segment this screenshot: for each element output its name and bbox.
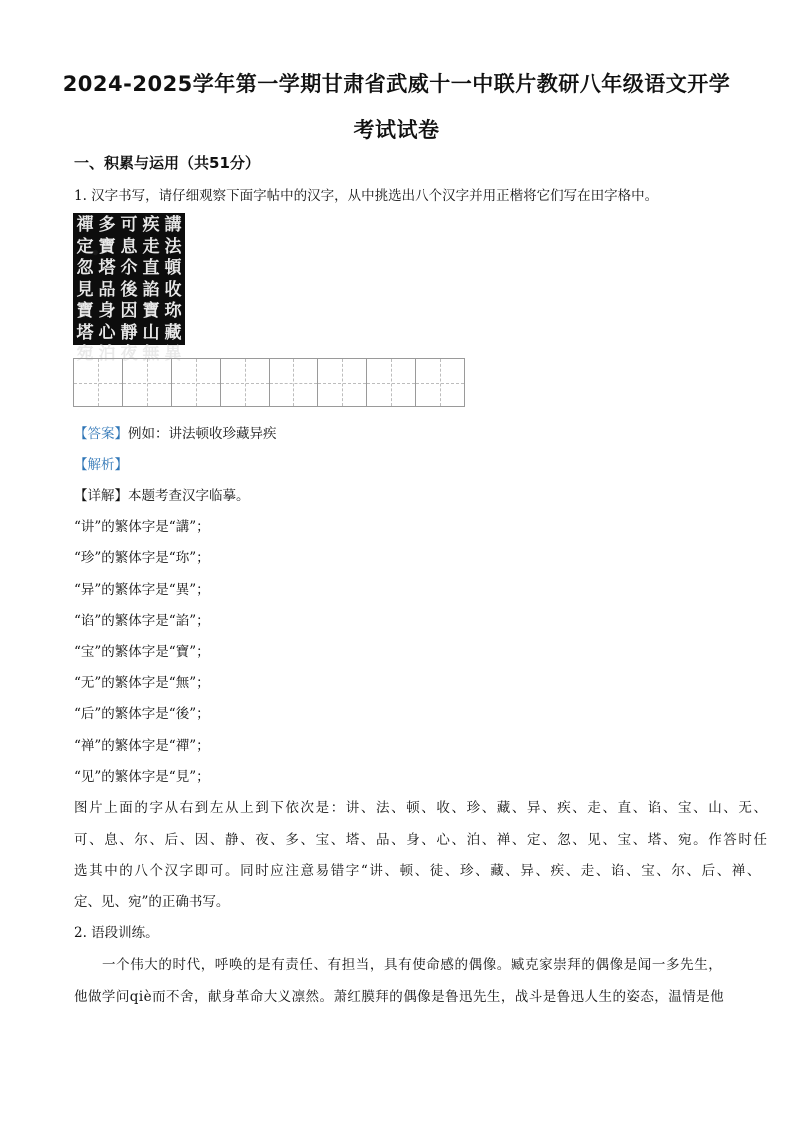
rubbing-char: 泊 [98, 344, 116, 364]
rubbing-column [163, 215, 183, 366]
rubbing-char: 藏 [164, 322, 182, 343]
rubbing-char: 品 [98, 279, 116, 300]
grid-cell[interactable] [74, 359, 123, 406]
answer-line [74, 422, 277, 442]
question-2-prompt: 2. 语段训练。 [74, 925, 159, 941]
rubbing-char: 後 [120, 279, 138, 300]
rubbing-char: 異 [164, 344, 182, 364]
document-title-line-1: 2024-2025学年第一学期甘肃省武威十一中联片教研八年级语文开学 [62, 72, 731, 96]
grid-cell[interactable] [221, 359, 270, 406]
rubbing-char: 定 [76, 236, 94, 257]
rubbing-column [141, 215, 161, 366]
rubbing-char: 塔 [76, 322, 94, 343]
detail-line: 【详解】本题考查汉字临摹。 [74, 488, 250, 504]
rubbing-char: 寶 [142, 301, 160, 321]
order-paragraph-line: 选其中的八个汉字即可。同时应注意易错字“讲、顿、徒、珍、藏、异、疾、走、谄、宝、尔、后、禅、 [74, 863, 762, 879]
rubbing-char: 夜 [120, 344, 138, 364]
traditional-item: “宝”的繁体字是“寶”； [74, 644, 210, 660]
rubbing-char: 法 [164, 236, 182, 257]
traditional-item: “异”的繁体字是“異”； [74, 582, 210, 598]
answer-tag: 【答案】 [74, 426, 128, 442]
passage-line: 一个伟大的时代，呼唤的是有责任、有担当，具有使命感的偶像。臧克家崇拜的偶像是闻一多先生， [102, 957, 723, 973]
rubbing-char: 講 [164, 215, 182, 235]
passage-line: 他做学问qiè而不舍，献身革命大义凛然。萧红膜拜的偶像是鲁迅先生，战斗是鲁迅人生的姿态，温情是他 [74, 989, 725, 1005]
order-paragraph-line: 可、息、尔、后、因、静、夜、多、宝、塔、品、身、心、泊、禅、定、忽、见、宝、塔、宛。作答时任 [74, 832, 769, 848]
rubbing-char: 寶 [98, 236, 116, 257]
rubbing-char: 寶 [76, 301, 94, 321]
rubbing-char: 忽 [76, 258, 94, 278]
traditional-item: “讲”的繁体字是“講”； [74, 519, 210, 535]
grid-cell[interactable] [172, 359, 221, 406]
rubbing-char: 山 [142, 322, 160, 343]
grid-cell[interactable] [318, 359, 367, 406]
rubbing-column [119, 215, 139, 366]
rubbing-char: 走 [142, 236, 160, 257]
traditional-item: “无”的繁体字是“無”； [74, 675, 210, 691]
rubbing-char: 心 [98, 322, 116, 343]
traditional-item: “谄”的繁体字是“諂”； [74, 613, 210, 629]
rubbing-char: 因 [120, 301, 138, 321]
rubbing-char: 身 [98, 301, 116, 321]
rubbing-char: 諂 [142, 279, 160, 300]
question-1-prompt: 1. 汉字书写，请仔细观察下面字帖中的汉字，从中挑选出八个汉字并用正楷将它们写在田字格中。 [74, 188, 659, 204]
rubbing-char: 頓 [164, 258, 182, 278]
order-paragraph-line: 定、见、宛”的正确书写。 [74, 894, 230, 910]
analysis-tag: 【解析】 [74, 457, 128, 473]
answer-text: 例如：讲法顿收珍藏异疾 [128, 426, 277, 442]
rubbing-char: 無 [142, 344, 160, 364]
document-title-line-2: 考试试卷 [353, 118, 440, 142]
section-heading: 一、积累与运用（共51分） [74, 154, 260, 172]
rubbing-char: 塔 [98, 258, 116, 278]
traditional-item: “禅”的繁体字是“禪”； [74, 738, 210, 754]
grid-cell[interactable] [416, 359, 464, 406]
rubbing-char: 靜 [120, 322, 138, 343]
rubbing-char: 疾 [142, 215, 160, 235]
grid-cell[interactable] [270, 359, 319, 406]
rubbing-char: 息 [120, 236, 138, 257]
order-paragraph-line: 图片上面的字从右到左从上到下依次是：讲、法、顿、收、珍、藏、异、疾、走、直、谄、宝、山、无、 [74, 800, 769, 816]
rubbing-char: 收 [164, 279, 182, 300]
traditional-item: “珍”的繁体字是“珎”； [74, 550, 210, 566]
rubbing-char: 直 [142, 258, 160, 278]
rubbing-char: 見 [76, 279, 94, 300]
rubbing-char: 宛 [76, 344, 94, 364]
tianzige-writing-grid[interactable] [73, 358, 465, 407]
grid-cell[interactable] [123, 359, 172, 406]
rubbing-char: 禪 [76, 215, 94, 235]
rubbing-column [97, 215, 117, 366]
rubbing-column [75, 215, 95, 366]
rubbing-char: 多 [98, 215, 116, 235]
grid-cell[interactable] [367, 359, 416, 406]
traditional-item: “见”的繁体字是“見”； [74, 769, 210, 785]
traditional-item: “后”的繁体字是“後”； [74, 706, 210, 722]
rubbing-char: 珎 [164, 301, 182, 321]
calligraphy-rubbing-image [73, 213, 185, 364]
rubbing-char: 可 [120, 215, 138, 235]
rubbing-char: 尒 [120, 258, 138, 278]
